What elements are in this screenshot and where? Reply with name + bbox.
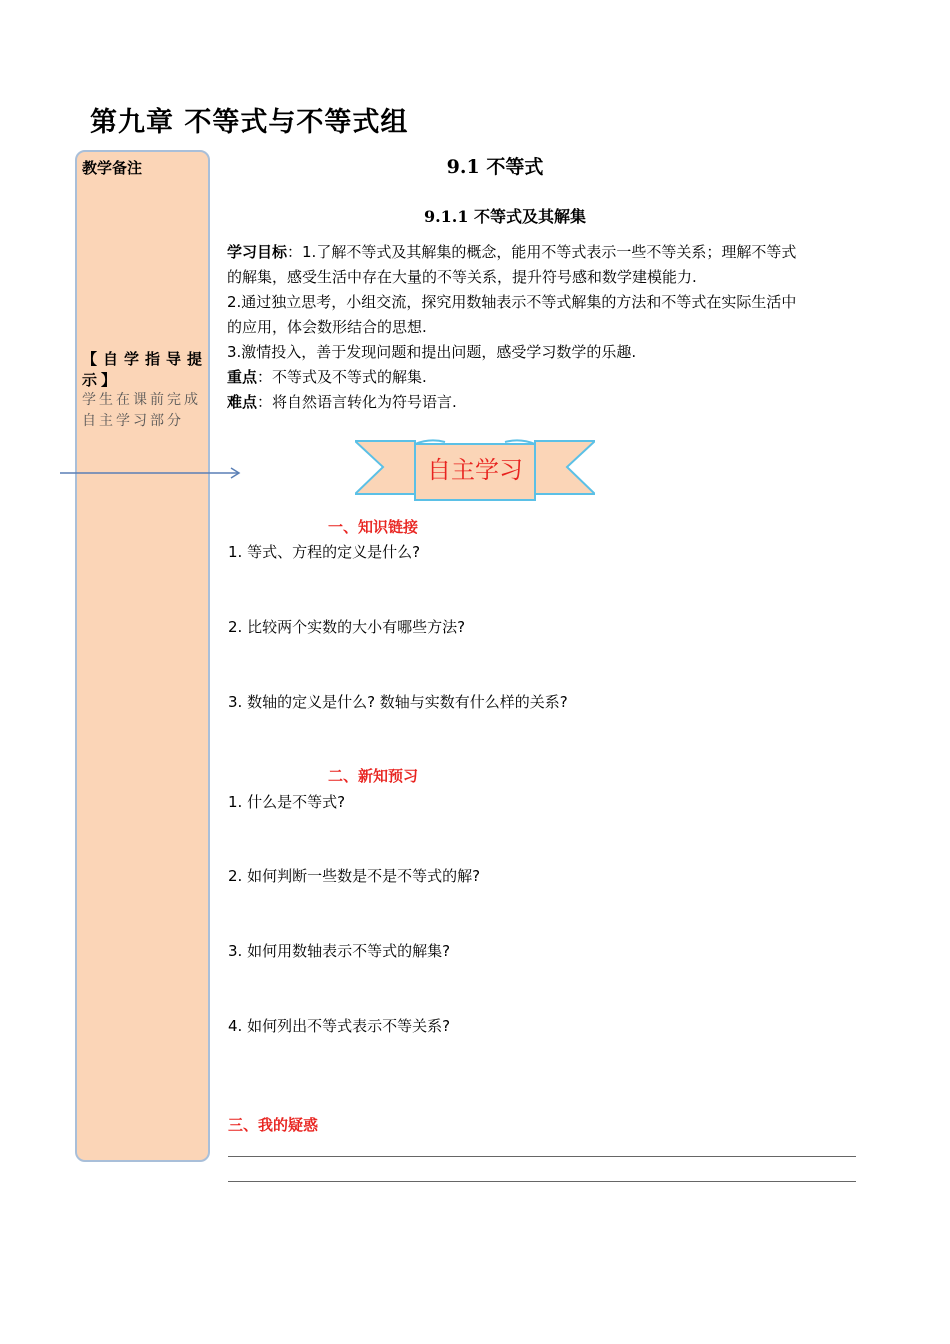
knowledge-question-1: 1. 等式、方程的定义是什么? bbox=[228, 543, 421, 561]
objectives-line-3: 2.通过独立思考，小组交流，探究用数轴表示不等式解集的方法和不等式在实际生活中 bbox=[227, 293, 797, 311]
objectives-line-4: 的应用，体会数形结合的思想. bbox=[227, 318, 427, 336]
knowledge-question-2: 2. 比较两个实数的大小有哪些方法? bbox=[228, 618, 466, 636]
difficulty-point bbox=[227, 390, 867, 415]
self-study-tip-text: 学生在课前完成自主学习部分 bbox=[82, 392, 201, 429]
objectives-line-1 bbox=[227, 240, 867, 265]
objectives-text: ：1.了解不等式及其解集的概念，能用不等式表示一些不等关系；理解不等式 bbox=[287, 243, 797, 261]
banner-label: 自主学习 bbox=[427, 456, 523, 484]
difficulty-label: 难点 bbox=[227, 393, 258, 411]
objectives-line-5: 3.激情投入，善于发现问题和提出问题，感受学习数学的乐趣. bbox=[227, 343, 637, 361]
self-study-tip-title: 【自学指导提示】 bbox=[82, 350, 206, 389]
sidebar-title: 教学备注 bbox=[82, 159, 143, 177]
preview-heading: 二、新知预习 bbox=[328, 767, 419, 785]
preview-question-1: 1. 什么是不等式? bbox=[228, 793, 346, 811]
answer-line-1 bbox=[228, 1156, 856, 1157]
preview-question-2: 2. 如何判断一些数是不是不等式的解? bbox=[228, 867, 481, 885]
key-label: 重点 bbox=[227, 368, 258, 386]
preview-question-4: 4. 如何列出不等式表示不等关系? bbox=[228, 1017, 451, 1035]
teaching-notes-sidebar bbox=[75, 150, 210, 1162]
key-point bbox=[227, 365, 867, 390]
chapter-title: 第九章 不等式与不等式组 bbox=[90, 107, 409, 138]
section-title: 9.1 不等式 bbox=[446, 156, 544, 178]
answer-line-2 bbox=[228, 1181, 856, 1182]
my-questions-heading: 三、我的疑惑 bbox=[228, 1116, 319, 1134]
difficulty-text: ：将自然语言转化为符号语言. bbox=[257, 393, 457, 411]
key-text: ：不等式及不等式的解集. bbox=[257, 368, 427, 386]
self-study-ribbon-banner bbox=[355, 436, 595, 506]
objectives-line-2: 的解集，感受生活中存在大量的不等关系，提升符号感和数学建模能力. bbox=[227, 268, 697, 286]
preview-question-3: 3. 如何用数轴表示不等式的解集? bbox=[228, 942, 451, 960]
knowledge-link-heading: 一、知识链接 bbox=[328, 518, 419, 536]
subsection-title: 9.1.1 不等式及其解集 bbox=[423, 207, 587, 226]
objectives-label: 学习目标 bbox=[227, 243, 288, 261]
arrow-right-icon bbox=[60, 465, 245, 481]
knowledge-question-3: 3. 数轴的定义是什么? 数轴与实数有什么样的关系? bbox=[228, 693, 568, 711]
